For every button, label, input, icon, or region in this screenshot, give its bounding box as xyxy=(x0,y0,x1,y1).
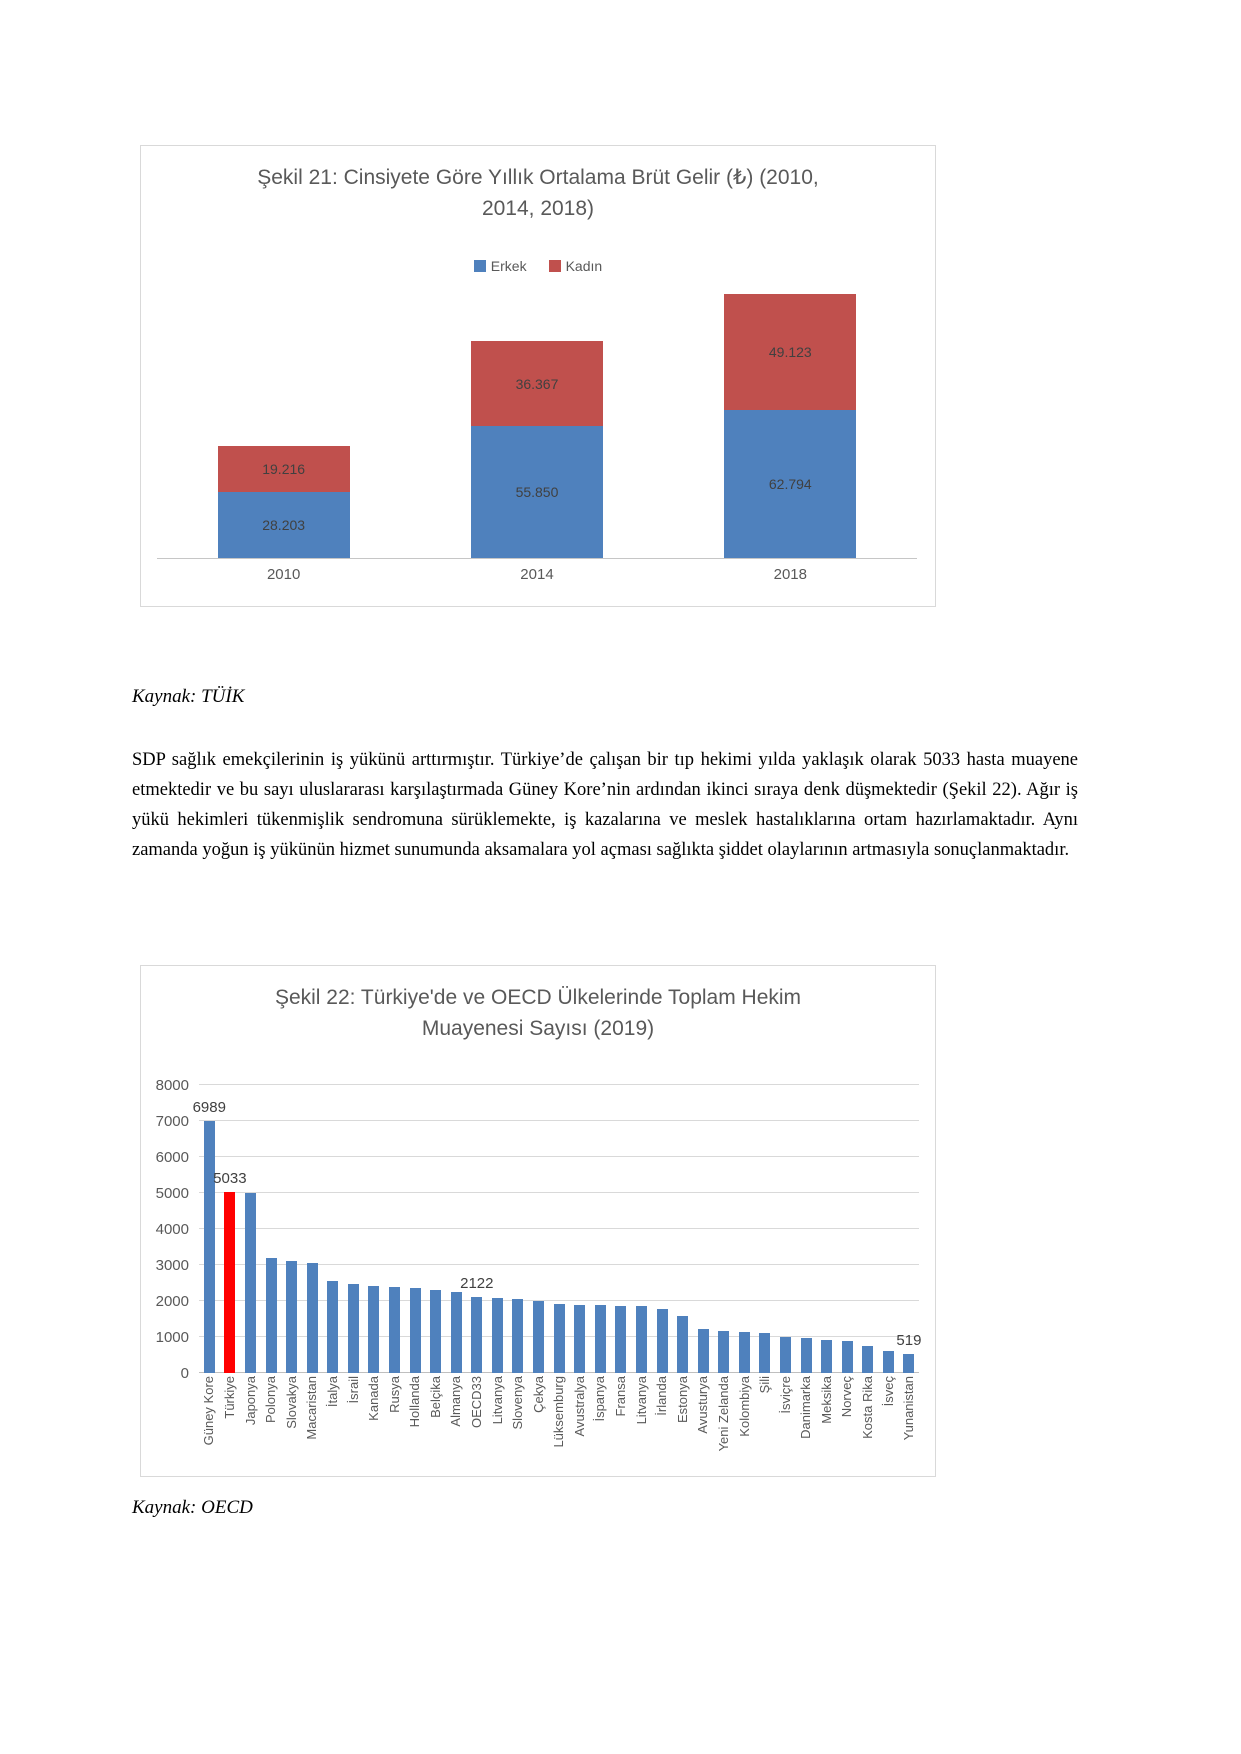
bar-segment-kadın xyxy=(471,341,603,427)
bar-güney-kore xyxy=(204,1121,215,1373)
category-label-cell xyxy=(487,1376,508,1472)
bar-cell xyxy=(569,1085,590,1373)
bar-cell xyxy=(508,1085,529,1373)
bar-rusya xyxy=(389,1287,400,1373)
category-label: Hollanda xyxy=(407,1376,423,1428)
bar-kosta-rika xyxy=(862,1346,873,1373)
figure-21-title-line-2: 2014, 2018) xyxy=(481,197,595,220)
legend-label-erkek: Erkek xyxy=(490,258,527,274)
bar-cell xyxy=(302,1085,323,1373)
value-label: 28.203 xyxy=(262,516,306,533)
legend-swatch-icon xyxy=(549,260,561,272)
category-label: Kolombiya xyxy=(736,1376,752,1437)
bar-cell xyxy=(878,1085,899,1373)
category-label: Türkiye xyxy=(222,1376,238,1419)
figure-22-chart xyxy=(140,965,936,1477)
bar-hollanda xyxy=(410,1288,421,1373)
category-label: İsrail xyxy=(345,1376,361,1404)
bar-avusturya xyxy=(698,1329,709,1373)
category-label: Fransa xyxy=(613,1376,629,1417)
data-label: 6989 xyxy=(192,1099,226,1117)
bar-cell xyxy=(858,1085,879,1373)
category-label-cell xyxy=(652,1376,673,1472)
bar-i̇spanya xyxy=(595,1305,606,1373)
bar-segment-erkek xyxy=(724,410,856,558)
bar-cell xyxy=(775,1085,796,1373)
bar-cell xyxy=(837,1085,858,1373)
category-label: Yunanistan xyxy=(901,1376,917,1441)
bar-cell xyxy=(192,1085,226,1373)
category-label: Rusya xyxy=(386,1376,402,1413)
figure-22-y-axis xyxy=(141,1077,199,1382)
bar-slovakya xyxy=(286,1261,297,1373)
category-label: Norveç xyxy=(839,1376,855,1418)
x-axis-label: 2010 xyxy=(266,566,301,583)
bar-slovenya xyxy=(512,1299,523,1373)
bar-cell xyxy=(549,1085,570,1373)
bar-i̇talya xyxy=(327,1281,338,1373)
figure-21-plot-area xyxy=(157,294,917,559)
y-axis-tick-label: 6000 xyxy=(155,1149,189,1166)
figure-22-title xyxy=(141,982,935,1044)
bar-yeni-zelanda xyxy=(718,1331,729,1373)
category-label-cell xyxy=(899,1376,920,1472)
source-caption-tuik: Kaynak: TÜİK xyxy=(132,686,245,707)
category-label-cell xyxy=(528,1376,549,1472)
bar-segment-erkek xyxy=(471,426,603,558)
bar-danimarka xyxy=(801,1338,812,1373)
data-label: 519 xyxy=(896,1332,922,1350)
bar-cell xyxy=(796,1085,817,1373)
source-caption-oecd: Kaynak: OECD xyxy=(132,1497,253,1518)
bar-cell xyxy=(384,1085,405,1373)
category-label-cell xyxy=(672,1376,693,1472)
category-label-cell xyxy=(220,1376,241,1472)
category-label: Avusturya xyxy=(695,1376,711,1434)
bar-i̇rlanda xyxy=(657,1309,668,1373)
bar-group-2010 xyxy=(218,446,350,558)
category-label-cell xyxy=(343,1376,364,1472)
category-label: Litvanya xyxy=(489,1376,505,1425)
legend-swatch-icon xyxy=(474,260,486,272)
bar-cell xyxy=(528,1085,549,1373)
figure-22-bars xyxy=(192,1085,922,1373)
value-label: 36.367 xyxy=(515,375,559,392)
bar-i̇sviçre xyxy=(780,1337,791,1373)
x-axis-label: 2014 xyxy=(520,566,554,583)
category-label-cell xyxy=(261,1376,282,1472)
figure-21-title xyxy=(141,162,935,224)
category-label-cell xyxy=(816,1376,837,1472)
category-label-cell xyxy=(446,1376,467,1472)
category-label-cell xyxy=(878,1376,899,1472)
category-label: Danimarka xyxy=(798,1376,814,1439)
category-label-cell xyxy=(796,1376,817,1472)
bar-cell xyxy=(734,1085,755,1373)
category-label-cell xyxy=(631,1376,652,1472)
bar-çekya xyxy=(533,1301,544,1373)
category-label: İsveç xyxy=(880,1376,896,1407)
bar-cell xyxy=(611,1085,632,1373)
y-axis-tick-label: 3000 xyxy=(155,1257,189,1274)
category-label-cell xyxy=(508,1376,529,1472)
bar-segment-kadın xyxy=(218,446,350,491)
legend-label-kadin: Kadın xyxy=(565,258,603,274)
legend-item-erkek xyxy=(474,258,527,274)
category-label-cell xyxy=(364,1376,385,1472)
bar-segment-kadın xyxy=(724,294,856,410)
category-label: İtalya xyxy=(324,1376,340,1408)
category-label-cell xyxy=(734,1376,755,1472)
bar-fransa xyxy=(615,1306,626,1373)
figure-21-chart xyxy=(140,145,936,607)
category-label-cell xyxy=(384,1376,405,1472)
category-label-cell xyxy=(611,1376,632,1472)
category-label-cell xyxy=(405,1376,426,1472)
bar-cell xyxy=(343,1085,364,1373)
category-label: Almanya xyxy=(448,1376,464,1427)
bar-cell xyxy=(755,1085,776,1373)
bar-cell xyxy=(590,1085,611,1373)
value-label: 19.216 xyxy=(262,460,306,477)
category-label: OECD33 xyxy=(468,1376,484,1429)
category-label: Meksika xyxy=(818,1376,834,1424)
category-label: İrlanda xyxy=(654,1376,670,1416)
bar-cell xyxy=(446,1085,467,1373)
bar-cell xyxy=(652,1085,673,1373)
bar-yunanistan xyxy=(903,1354,914,1373)
bar-cell xyxy=(487,1085,508,1373)
bar-belçika xyxy=(430,1290,441,1373)
bar-cell xyxy=(281,1085,302,1373)
figure-21-title-line-1: Şekil 21: Cinsiyete Göre Yıllık Ortalama Brüt Gelir (₺) (2010, xyxy=(257,166,819,189)
bar-group-2014 xyxy=(471,341,603,558)
figure-22-plot-area xyxy=(192,1085,922,1373)
figure-22-x-axis xyxy=(199,1376,919,1472)
y-axis-tick-label: 5000 xyxy=(155,1185,189,1202)
category-label-cell xyxy=(590,1376,611,1472)
bar-cell xyxy=(896,1085,922,1373)
bar-cell xyxy=(672,1085,693,1373)
bar-lüksemburg xyxy=(554,1304,565,1373)
bar-segment-erkek xyxy=(218,492,350,558)
category-label-cell xyxy=(281,1376,302,1472)
category-label-cell xyxy=(425,1376,446,1472)
category-label-cell xyxy=(322,1376,343,1472)
bar-cell xyxy=(364,1085,385,1373)
y-axis-tick-label: 2000 xyxy=(155,1293,189,1310)
bar-meksika xyxy=(821,1340,832,1373)
bar-estonya xyxy=(677,1316,688,1373)
category-label-cell xyxy=(240,1376,261,1472)
figure-22-title-line-2: Muayenesi Sayısı (2019) xyxy=(421,1017,655,1040)
bar-polonya xyxy=(266,1258,277,1373)
body-paragraph: SDP sağlık emekçilerinin iş yükünü arttırmıştır. Türkiye’de çalışan bir tıp hekimi yılda yaklaşık olarak 5033 hasta muayene etmektedir ve bu sayı uluslararası karşılaştırmada Güney Kore’nin ardından ikinci sıraya denk düşmektedir (Şekil 22). Ağır iş yükü hekimleri tükenmişlik sendromuna sürüklemekte, iş kazalarına ve meslek hastalıklarına ortam hazırlamaktadır. Aynı zamanda yoğun iş yükünün hizmet sunumunda aksamalara yol açması sağlıkta şiddet olaylarının artmasıyla sonuçlanmaktadır. xyxy=(132,750,1078,860)
bar-norveç xyxy=(842,1341,853,1373)
category-label-cell xyxy=(549,1376,570,1472)
y-axis-tick-label: 4000 xyxy=(155,1221,189,1238)
category-label: Kosta Rika xyxy=(859,1376,875,1439)
category-label-cell xyxy=(569,1376,590,1472)
y-axis-tick-label: 7000 xyxy=(155,1113,189,1130)
category-label-cell xyxy=(858,1376,879,1472)
bar-cell xyxy=(322,1085,343,1373)
bar-japonya xyxy=(245,1193,256,1373)
category-label: Japonya xyxy=(242,1376,258,1426)
category-label: Belçika xyxy=(427,1376,443,1418)
category-label: Kanada xyxy=(366,1376,382,1421)
category-label-cell xyxy=(693,1376,714,1472)
bar-cell xyxy=(713,1085,734,1373)
category-label: İsviçre xyxy=(777,1376,793,1414)
bar-i̇sveç xyxy=(883,1351,894,1373)
bar-cell xyxy=(213,1085,247,1373)
bar-avustralya xyxy=(574,1305,585,1373)
value-label: 62.794 xyxy=(768,476,812,492)
category-label-cell xyxy=(837,1376,858,1472)
bar-cell xyxy=(240,1085,261,1373)
category-label: Estonya xyxy=(674,1376,690,1423)
bar-cell xyxy=(816,1085,837,1373)
category-label: Çekya xyxy=(530,1376,546,1413)
bar-i̇srail xyxy=(348,1284,359,1373)
category-label: Litvanya xyxy=(633,1376,649,1425)
category-label-cell xyxy=(775,1376,796,1472)
category-label-cell xyxy=(199,1376,220,1472)
bar-cell xyxy=(693,1085,714,1373)
x-axis-label: 2018 xyxy=(773,566,807,583)
value-label: 49.123 xyxy=(768,344,812,361)
figure-21-x-axis xyxy=(157,566,917,583)
y-axis-tick-label: 8000 xyxy=(155,1077,189,1094)
value-label: 55.850 xyxy=(515,484,559,501)
data-label: 2122 xyxy=(460,1274,494,1292)
category-label: Şili xyxy=(757,1376,773,1394)
bar-türkiye xyxy=(224,1192,235,1373)
category-label: Avustralya xyxy=(571,1376,587,1437)
bar-litvanya xyxy=(492,1298,503,1373)
bar-cell xyxy=(425,1085,446,1373)
category-label: Polonya xyxy=(263,1376,279,1423)
legend-item-kadin xyxy=(549,258,603,274)
data-label: 5033 xyxy=(213,1169,247,1187)
category-label: Güney Kore xyxy=(201,1376,217,1446)
bar-cell xyxy=(405,1085,426,1373)
bar-cell xyxy=(261,1085,282,1373)
category-label-cell xyxy=(467,1376,488,1472)
bar-macaristan xyxy=(307,1263,318,1373)
figure-22-title-line-1: Şekil 22: Türkiye'de ve OECD Ülkelerinde Toplam Hekim xyxy=(274,986,802,1009)
bar-şili xyxy=(759,1333,770,1373)
bar-kanada xyxy=(368,1286,379,1373)
bar-oecd33 xyxy=(471,1297,482,1373)
bar-cell xyxy=(631,1085,652,1373)
category-label: Yeni Zelanda xyxy=(715,1376,731,1452)
category-label: Macaristan xyxy=(304,1376,320,1440)
category-label: Lüksemburg xyxy=(551,1376,567,1448)
bar-almanya xyxy=(451,1292,462,1373)
bar-group-2018 xyxy=(724,294,856,558)
category-label: İspanya xyxy=(592,1376,608,1422)
category-label-cell xyxy=(755,1376,776,1472)
y-axis-tick-label: 1000 xyxy=(155,1329,189,1346)
category-label: Slovenya xyxy=(510,1376,526,1430)
bar-litvanya xyxy=(636,1306,647,1373)
chart-legend xyxy=(141,258,935,274)
category-label-cell xyxy=(302,1376,323,1472)
category-label-cell xyxy=(713,1376,734,1472)
bar-cell xyxy=(460,1085,494,1373)
y-axis-tick-label: 0 xyxy=(180,1365,189,1382)
category-label: Slovakya xyxy=(283,1376,299,1429)
bar-kolombiya xyxy=(739,1332,750,1373)
